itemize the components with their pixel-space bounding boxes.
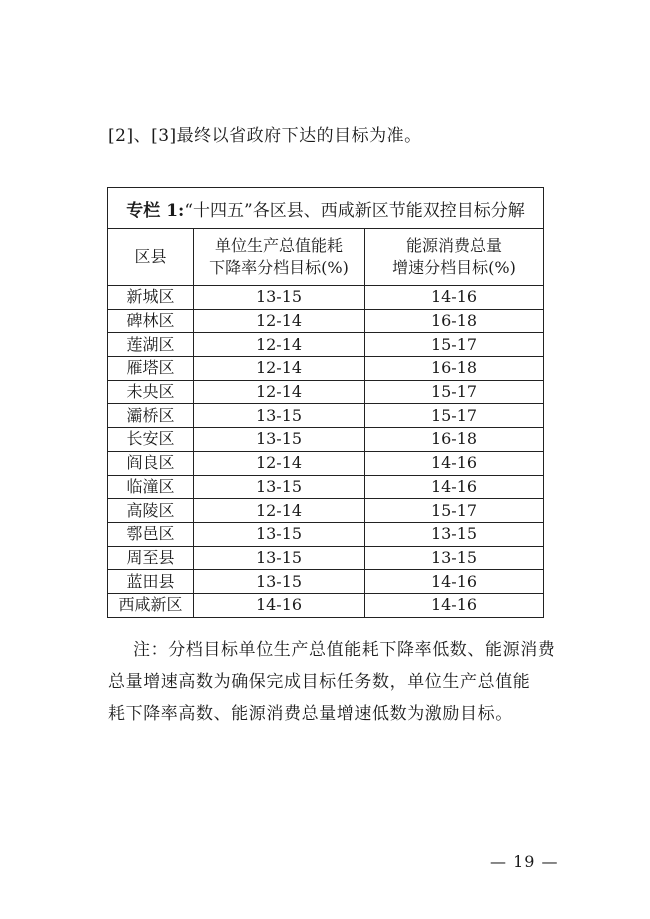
table-row xyxy=(108,404,544,428)
table-title-prefix: 专栏 1: xyxy=(126,200,185,221)
total-cell: 14-16 xyxy=(365,451,544,475)
header-energy-intensity xyxy=(194,229,365,286)
target-table xyxy=(107,187,544,618)
county-cell: 周至县 xyxy=(108,546,194,570)
county-cell: 阎良区 xyxy=(108,451,194,475)
total-cell: 15-17 xyxy=(365,333,544,357)
intensity-cell: 13-15 xyxy=(194,428,365,452)
header-energy-total-line1: 能源消费总量 xyxy=(405,236,502,255)
total-cell: 14-16 xyxy=(365,475,544,499)
county-cell: 高陵区 xyxy=(108,499,194,523)
county-cell: 莲湖区 xyxy=(108,333,194,357)
intensity-cell: 13-15 xyxy=(194,522,365,546)
intensity-cell: 12-14 xyxy=(194,499,365,523)
table-row xyxy=(108,380,544,404)
total-cell: 14-16 xyxy=(365,286,544,310)
intensity-cell: 12-14 xyxy=(194,357,365,381)
intensity-cell: 12-14 xyxy=(194,333,365,357)
intensity-cell: 13-15 xyxy=(194,475,365,499)
table-row xyxy=(108,309,544,333)
table-row xyxy=(108,428,544,452)
table-row xyxy=(108,475,544,499)
intensity-cell: 13-15 xyxy=(194,570,365,594)
intensity-cell: 12-14 xyxy=(194,451,365,475)
note-line-2: 总量增速高数为确保完成目标任务数，单位生产总值能 xyxy=(108,672,531,692)
header-energy-total xyxy=(365,229,544,286)
county-cell: 临潼区 xyxy=(108,475,194,499)
table-note xyxy=(108,634,568,730)
total-cell: 16-18 xyxy=(365,357,544,381)
table-title-text: “十四五”各区县、西咸新区节能双控目标分解 xyxy=(184,200,525,221)
table-row xyxy=(108,357,544,381)
intensity-cell: 14-16 xyxy=(194,593,365,617)
county-cell: 鄠邑区 xyxy=(108,522,194,546)
table-row xyxy=(108,333,544,357)
total-cell: 13-15 xyxy=(365,546,544,570)
intensity-cell: 12-14 xyxy=(194,309,365,333)
header-county: 区县 xyxy=(108,229,194,286)
county-cell: 碑林区 xyxy=(108,309,194,333)
county-cell: 新城区 xyxy=(108,286,194,310)
total-cell: 14-16 xyxy=(365,570,544,594)
county-cell: 未央区 xyxy=(108,380,194,404)
table-row xyxy=(108,499,544,523)
intensity-cell: 13-15 xyxy=(194,404,365,428)
header-energy-total-line2: 增速分档目标(%) xyxy=(392,258,516,277)
county-cell: 灞桥区 xyxy=(108,404,194,428)
total-cell: 16-18 xyxy=(365,428,544,452)
total-cell: 15-17 xyxy=(365,380,544,404)
total-cell: 13-15 xyxy=(365,522,544,546)
total-cell: 15-17 xyxy=(365,499,544,523)
county-cell: 雁塔区 xyxy=(108,357,194,381)
total-cell: 16-18 xyxy=(365,309,544,333)
intensity-cell: 12-14 xyxy=(194,380,365,404)
county-cell: 长安区 xyxy=(108,428,194,452)
table-row xyxy=(108,522,544,546)
header-energy-intensity-line1: 单位生产总值能耗 xyxy=(214,236,343,255)
intro-paragraph: [2]、[3]最终以省政府下达的目标为准。 xyxy=(108,126,422,146)
table-row xyxy=(108,593,544,617)
county-cell: 西咸新区 xyxy=(108,593,194,617)
table-row xyxy=(108,570,544,594)
note-line-1: 注：分档目标单位生产总值能耗下降率低数、能源消费 xyxy=(133,640,556,660)
table-row xyxy=(108,286,544,310)
county-cell: 蓝田县 xyxy=(108,570,194,594)
total-cell: 15-17 xyxy=(365,404,544,428)
table-title xyxy=(108,188,544,229)
table-row xyxy=(108,451,544,475)
note-line-3: 耗下降率高数、能源消费总量增速低数为激励目标。 xyxy=(108,704,513,724)
table-row xyxy=(108,546,544,570)
intensity-cell: 13-15 xyxy=(194,546,365,570)
header-energy-intensity-line2: 下降率分档目标(%) xyxy=(209,258,349,277)
page-number: — 19 — xyxy=(490,852,559,871)
intensity-cell: 13-15 xyxy=(194,286,365,310)
total-cell: 14-16 xyxy=(365,593,544,617)
